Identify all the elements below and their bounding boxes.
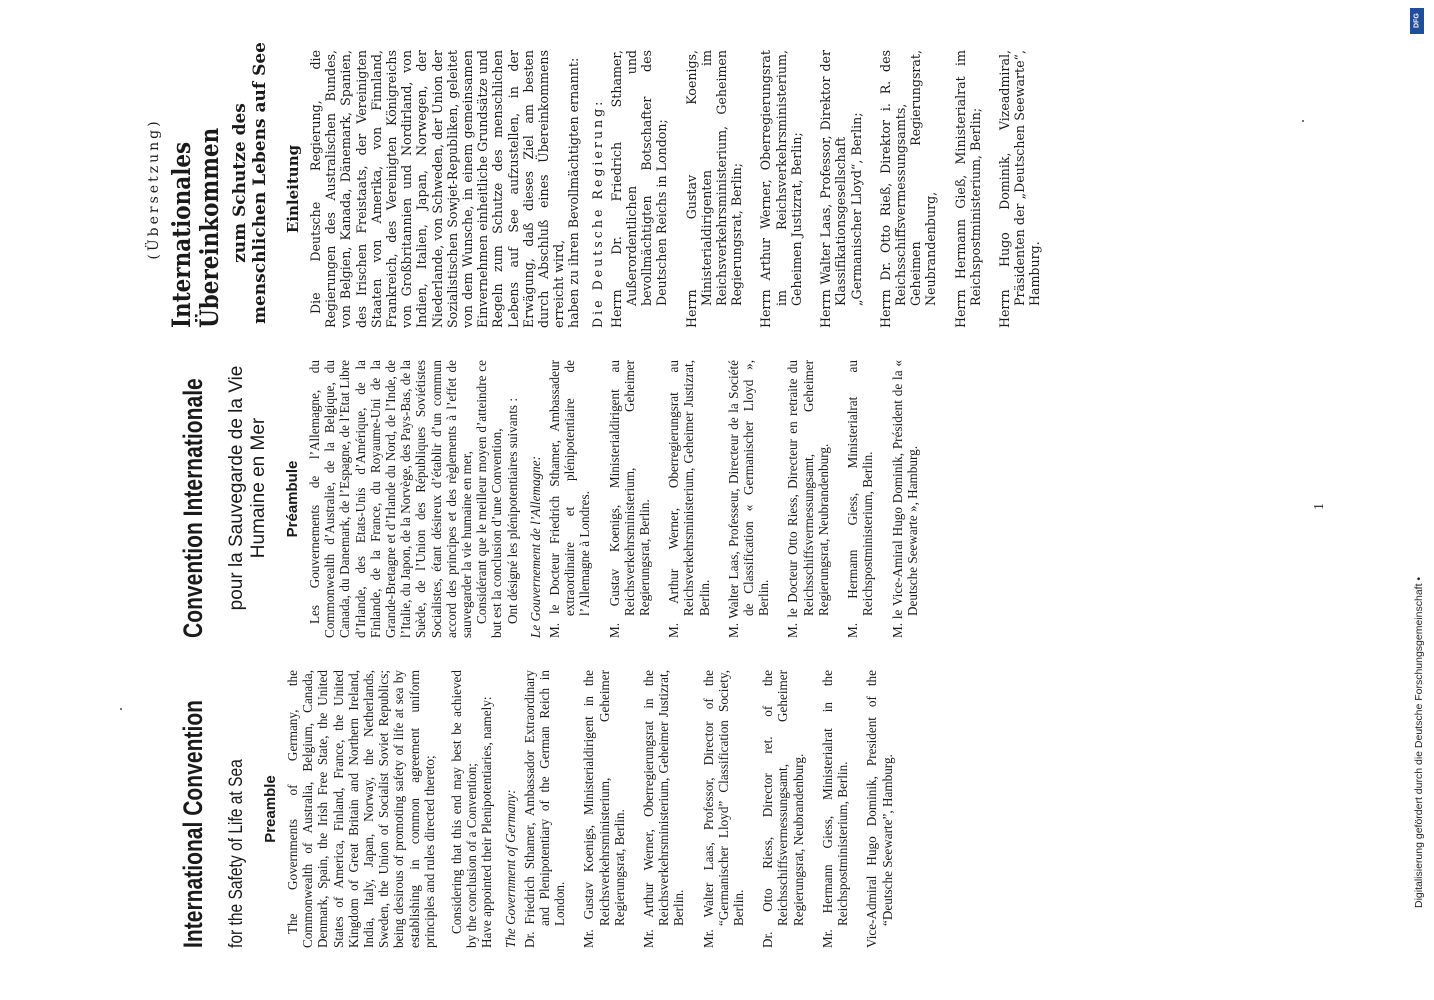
english-plenipotentiary: Dr. Friedrich Sthamer, Ambassador Extraordinary and Plenipotentiary of the German Reich in London. — [521, 670, 568, 948]
french-preamble-paragraph: Ont désigné les plénipotentiaires suivants : — [504, 398, 520, 624]
english-subtitle: for the Safety of Life at Sea — [226, 759, 247, 948]
digitization-credit-text: Digitalisierung gefördert durch die Deutsche Forschungsgemeinschaft • — [1413, 576, 1425, 908]
french-government-label: Le Gouvernement de l’Allemagne: — [527, 456, 543, 638]
german-government-label: Die Deutsche Regierung: — [589, 98, 605, 328]
french-plenipotentiary: M. le Docteur Friedrich Sthamer, Ambassadeur extraordinaire et plénipotentiaire de l’Allemagne à Londres. — [547, 360, 593, 638]
french-plenipotentiary: M. Hermann Giess, Ministerialrat au Reichspostministerium, Berlin. — [845, 360, 876, 638]
german-plenipotentiary: Herrn Walter Laas, Professor, Direktor der Klassifikationsgesellschaft „Germanischer Lloyd“, Berlin; — [818, 50, 864, 328]
french-plenipotentiary: M. Arthur Werner, Oberregierungsrat au Reichsverkehrsministerium, Geheimer Justizrat, Berlin. — [666, 360, 712, 638]
english-plenipotentiary: Mr. Gustav Koenigs, Ministerialdirigent in the Reichsverkehrsministerium, Geheimer Regierungsrat, Berlin. — [581, 670, 627, 948]
french-title: Convention Internationale — [178, 378, 208, 638]
english-preamble-paragraph: The Governments of Germany, the Commonwealth of Australia, Belgium, Canada, Denmark, Spain, the Irish Free State, the United States of America, Finland, France, the United Kingdom of Great Britain and Northern Ireland, India, Italy, Japan, Norway, the Netherlands, Sweden, the Union of Socialist Soviet Republics; being desirous of promoting safety of life at sea by establishing in common agreement uniform principles and rules directed thereto; — [285, 670, 437, 948]
french-plenipotentiary: M. le Docteur Otto Riess, Directeur en retraite du Reichsschiffsvermessungsamt, Geheimer Regierungsrat, Neubrandenburg. — [785, 360, 831, 638]
german-title: Übereinkommen — [195, 127, 224, 328]
french-plenipotentiary: M. Gustav Koenigs, Ministerialdirigent au Reichsverkehrsministerium, Geheimer Regierungsrat, Berlin. — [606, 360, 653, 638]
french-subtitle: pour la Sauvegarde de la Vie Humaine en Mer — [226, 365, 269, 611]
english-government-label: The Government of Germany: — [502, 789, 518, 948]
english-plenipotentiary: Vice-Admiral Hugo Dominik, President of the “Deutsche Seewarte”, Hamburg. — [864, 670, 895, 948]
german-subtitle: zum Schutze des menschlichen Lebens auf See — [230, 42, 270, 325]
german-preamble-heading: Einleitung — [284, 144, 302, 234]
german-plenipotentiary: Herrn Dr. Friedrich Sthamer, Außerordentlichen und bevollmächtigten Botschafter des Deutschen Reichs in London; — [608, 50, 670, 328]
german-column — [146, 42, 1057, 328]
english-title: International Convention — [178, 699, 208, 948]
german-plenipotentiary: Herrn Arthur Werner, Oberregierungsrat im Reichsverkehrsministerium, Geheimen Justizrat, Berlin; — [758, 50, 804, 328]
german-preamble-paragraph: haben zu ihren Bevollmächtigten ernannt: — [566, 57, 582, 328]
english-preamble-paragraph: Have appointed their Plenipotentiaries, namely: — [479, 696, 495, 948]
french-plenipotentiary: M. le Vice-Amiral Hugo Dominik, Président de la « Deutsche Seewarte », Hamburg. — [889, 360, 920, 638]
german-plenipotentiary: Herrn Hermann Gieß, Ministerialrat im Reichspostministerium, Berlin; — [952, 50, 983, 328]
dfg-logo: DFG — [1410, 8, 1424, 34]
german-plenipotentiary: Herrn Gustav Koenigs, Ministerialdirigenten im Reichsverkehrsministerium, Geheimen Regierungsrat, Berlin; — [683, 50, 745, 328]
german-preamble-paragraph: Die Deutsche Regierung, die Regierungen des Australischen Bundes, von Belgien, Kanada, Dänemark, Spanien, des Irischen Freistaats, der Vereinigten Staaten von Amerika, von Finnland, Frankreich, des Vereinigten Königreichs von Großbritannien und Nordirland, von Indien, Italien, Japan, Norwegen, der Niederlande, von Schweden, der Union der Sozialistischen Sowjet-Republiken, geleitet von dem Wunsche, in einem gemeinsamen Einvernehmen einheitliche Grundsätze und Regeln zum Schutze des menschlichen Lebens auf See aufzustellen, in der Erwägung, daß dieses Ziel am besten durch Abschluß eines Übereinkommens erreicht wird, — [308, 50, 567, 328]
scan-speck — [1302, 120, 1304, 122]
english-plenipotentiary: Mr. Walter Laas, Professor, Director of the “Germanischer Lloyd” Classification Society, Berlin. — [700, 670, 747, 948]
english-plenipotentiary: Dr. Otto Riess, Director ret. of the Reichsschiffsvermessungsamt, Geheimer Regierungsrat, Neubrandenburg. — [760, 670, 806, 948]
french-preamble-heading: Préambule — [284, 460, 301, 538]
french-plenipotentiary: M. Walter Laas, Professeur, Directeur de la Société de Classification « Germanischer Lloyd », Berlin. — [725, 360, 772, 638]
french-preamble-paragraph: Les Gouvernements de l’Allemagne, du Commonwealth d’Australie, de la Belgique, du Canada, du Danemark, de l’Espagne, de l’Etat Libre d’Irlande, des Etats-Unis d’Amérique, de la Finlande, de la France, du Royaume-Uni de la Grande-Bretagne et d’Irlande du Nord, de l’Inde, de l’Italie, du Japon, de la Norvège, des Pays-Bas, de la Suède, de l’Union des Républiques Soviétistes Socialistes, étant désireux d’établir d’un commun accord des principes et des règlements à l’effet de sauvegarder la vie humaine en mer, — [307, 360, 475, 638]
german-translation-note: (Übersetzung) — [146, 118, 162, 260]
scan-speck — [120, 708, 122, 710]
english-plenipotentiary: Mr. Arthur Werner, Oberregierungsrat in the Reichsverkehrsministerium, Geheimer Justizrat, Berlin. — [641, 670, 687, 948]
english-preamble-paragraph: Considering that this end may best be achieved by the conclusion of a Convention; — [449, 670, 480, 948]
english-preamble-heading: Preamble — [262, 775, 279, 843]
german-title: Internationales — [167, 141, 196, 328]
english-column — [178, 670, 909, 948]
page-number: 1 — [1312, 503, 1327, 510]
german-plenipotentiary: Herrn Hugo Dominik, Vizeadmiral, Präsidenten der „Deutschen Seewarte“, Hamburg. — [996, 50, 1043, 328]
german-plenipotentiary: Herrn Dr. Otto Rieß, Direktor i. R. des Reichsschiffsvermessungsamts, Geheimen Regierungsrat, Neubrandenburg, — [877, 50, 939, 328]
digitization-credit — [1412, 8, 1426, 992]
french-column — [178, 360, 934, 638]
english-plenipotentiary: Mr. Hermann Giess, Ministerialrat in the Reichspostministerium, Berlin. — [819, 670, 851, 948]
french-preamble-paragraph: Considérant que le meilleur moyen d’atteindre ce but est la conclusion d’une Convention, — [474, 360, 505, 638]
